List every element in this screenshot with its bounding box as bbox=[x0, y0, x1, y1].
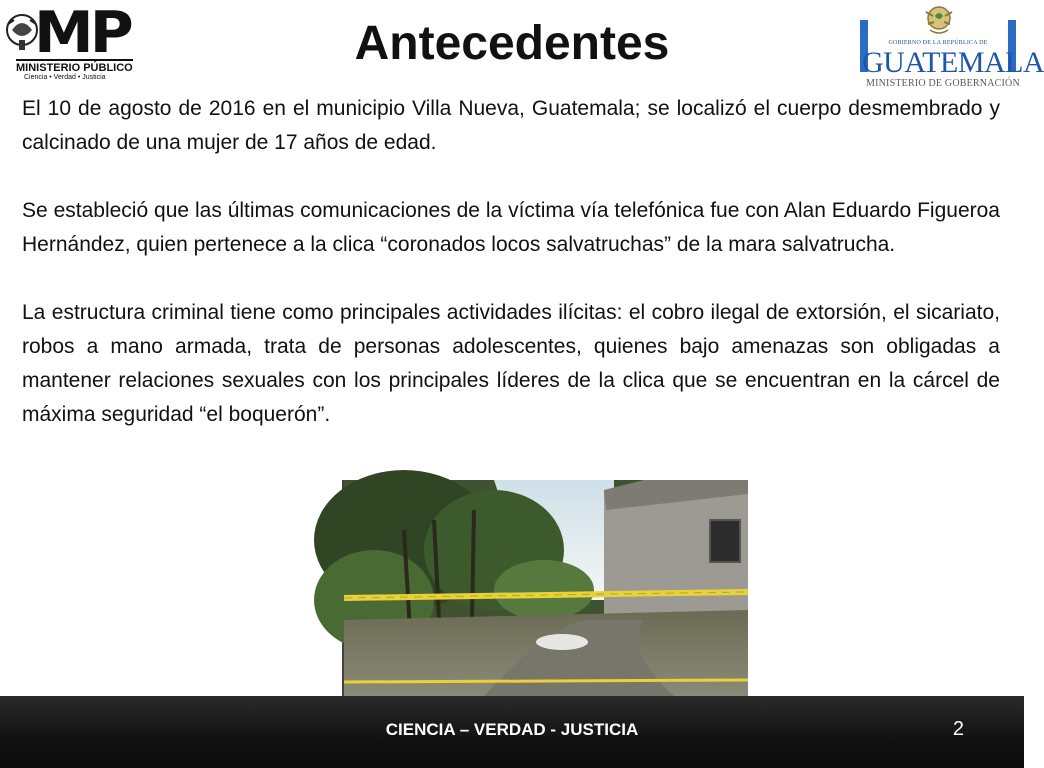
paragraph-1: El 10 de agosto de 2016 en el municipio Villa Nueva, Guatemala; se localizó el cuerpo desmembrado y calcinado de una mujer de 17 años de edad. bbox=[22, 97, 1000, 154]
footer-motto: CIENCIA – VERDAD - JUSTICIA bbox=[385, 720, 639, 739]
crime-scene-photo bbox=[342, 480, 748, 696]
coat-of-arms-icon bbox=[920, 2, 958, 36]
paragraph-3: La estructura criminal tiene como principales actividades ilícitas: el cobro ilegal de extorsión, el sicariato, robos a mano armada, trata de personas adolescentes, quienes bajo amenazas son obligadas a mantener relaciones sexuales con los principales líderes de la clica que se encuentran en la cárcel de máxima seguridad “el boquerón”. bbox=[22, 301, 1000, 426]
paragraph-2: Se estableció que las últimas comunicaciones de la víctima vía telefónica fue con Alan Eduardo Figueroa Hernández, quien pertenece a la clica “coronados locos salvatruchas” de la mara salvatrucha. bbox=[22, 199, 1000, 256]
slide-content bbox=[22, 92, 1000, 466]
guatemala-government-logo bbox=[856, 2, 1044, 92]
gt-logo-ministry: MINISTERIO DE GOBERNACIÓN bbox=[866, 78, 1020, 89]
page-number: 2 bbox=[952, 718, 964, 740]
gt-logo-name: GUATEMALA bbox=[862, 46, 1044, 79]
mp-logo-motto: Ciencia • Verdad • Justicia bbox=[24, 74, 106, 81]
mp-logo-letters: MP bbox=[34, 0, 130, 67]
mp-logo-name: MINISTERIO PÚBLICO bbox=[16, 59, 133, 74]
page-title: Antecedentes bbox=[354, 17, 670, 70]
gt-logo-government: GOBIERNO DE LA REPÚBLICA DE bbox=[888, 40, 988, 46]
footer-bar bbox=[0, 696, 1024, 768]
crime-scene-illustration bbox=[344, 480, 748, 696]
